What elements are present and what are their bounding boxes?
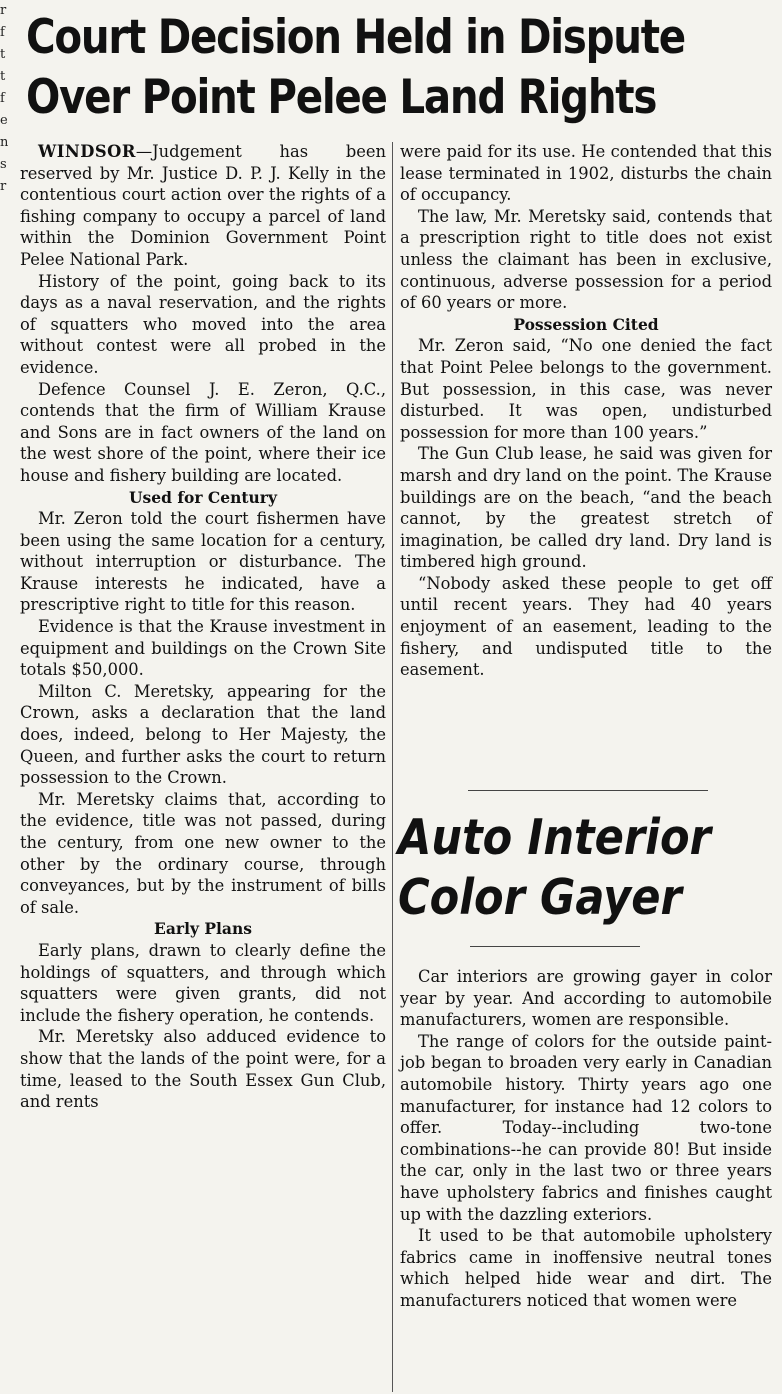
paragraph: The range of colors for the outside paint-job began to broaden very early in Canadian automobile history. Thirty years ago one manufacturer, for instance had 12 colors to offer. Today--including two-tone combinations--he can provide 80! But inside the car, only in the last two or three years have upholstery fabrics and finishes caught up with the dazzling exteriors. [400,1031,772,1224]
paragraph: Mr. Zeron said, “No one denied the fact that Point Pelee belongs to the government. But possession, in this case, was never disturbed. It was open, undisturbed possession for more than 100 years.” [400,336,772,442]
paragraph: “Nobody asked these people to get off until recent years. They had 40 years enjoyment of an easement, leading to the fishery, and undisputed title to the easement. [400,573,772,680]
paragraph: The law, Mr. Meretsky said, contends that a prescription right to title does not exist unless the claimant has been in exclusive, continuous, adverse possession for a period of 60 years or more. [400,206,772,313]
paragraph: Mr. Meretsky also adduced evidence to show that the lands of the point were, for a time, leased to the South Essex Gun Club, and rents [20,1027,386,1112]
edge-fragment: f [0,91,5,106]
dateline: WINDSOR [38,142,136,161]
headline2-line-1: Auto Interior [398,809,711,866]
paragraph-continued: were paid for its use. He contended that this lease terminated in 1902, disturbs the chain of occupancy. [400,142,772,205]
paragraph: Defence Counsel J. E. Zeron, Q.C., contends that the firm of William Krause and Sons are in fact owners of the land on the west shore of the point, where their ice house and fishery building are located. [20,379,386,485]
paragraph: Evidence is that the Krause investment in equipment and buildings on the Crown Site totals $50,000. [20,617,386,680]
subhead-used-for-century: Used for Century [129,487,277,507]
paragraph: Milton C. Meretsky, appearing for the Crown, asks a declaration that the land does, indeed, belong to Her Majesty, the Queen, and further asks the court to return possession to the Crown. [20,681,386,788]
edge-fragment: t [0,47,6,62]
article-column-2 [400,141,772,681]
paragraph: History of the point, going back to its days as a naval reservation, and the rights of squatters who moved into the area without contest were all probed in the evidence. [20,271,386,377]
lead-text: —Judgement has been reserved by Mr. Justice D. P. J. Kelly in the contentious court action over the rights of a fishing company to occupy a parcel of land within the Dominion Government Point Pelee National Park. [20,142,386,269]
headline2-top-rule [468,790,708,791]
headline2-bottom-rule [470,946,640,947]
headline2-line-2: Color Gayer [398,869,682,926]
subhead-possession-cited: Possession Cited [513,314,659,334]
paragraph: Car interiors are growing gayer in color year by year. And according to automobile manufacturers, women are responsible. [400,967,772,1030]
paragraph: It used to be that automobile upholstery fabrics came in inoffensive neutral tones which helped hide wear and dirt. The manufacturers noticed that women were [400,1226,772,1310]
headline-line-2: Over Point Pelee Land Rights [26,70,657,125]
paragraph: Mr. Meretsky claims that, according to the evidence, title was not passed, during the century, from one new owner to the other by the ordinary course, through conveyances, but by the instrument of bills of sale. [20,789,386,917]
edge-fragment: e [0,113,8,128]
edge-fragment: r [0,3,7,18]
paragraph: The Gun Club lease, he said was given for marsh and dry land on the point. The Krause buildings are on the beach, “and the beach cannot, by the greatest stretch of imagination, be called dry land. Dry land is timbered high ground. [400,444,772,572]
edge-fragment: s [0,157,7,172]
lead-paragraph [20,141,386,271]
article2-column [400,966,772,1312]
second-headline [398,808,732,928]
main-headline [26,8,685,128]
headline-line-1: Court Decision Held in Dispute [26,10,685,65]
paragraph: Mr. Zeron told the court fishermen have been using the same location for a century, without interruption or disturbance. The Krause interests he indicated, have a prescriptive right to title for this reason. [20,509,386,615]
adjacent-column-fragments [0,0,14,560]
edge-fragment: r [0,179,7,194]
edge-fragment: f [0,25,5,40]
column-divider [392,142,393,1392]
subhead-early-plans: Early Plans [154,919,252,939]
paragraph: Early plans, drawn to clearly define the holdings of squatters, and through which squatters were given grants, did not include the fishery operation, he contends. [20,940,386,1025]
edge-fragment: t [0,69,6,84]
edge-fragment: n [0,135,9,150]
article-column-1 [20,141,386,1113]
